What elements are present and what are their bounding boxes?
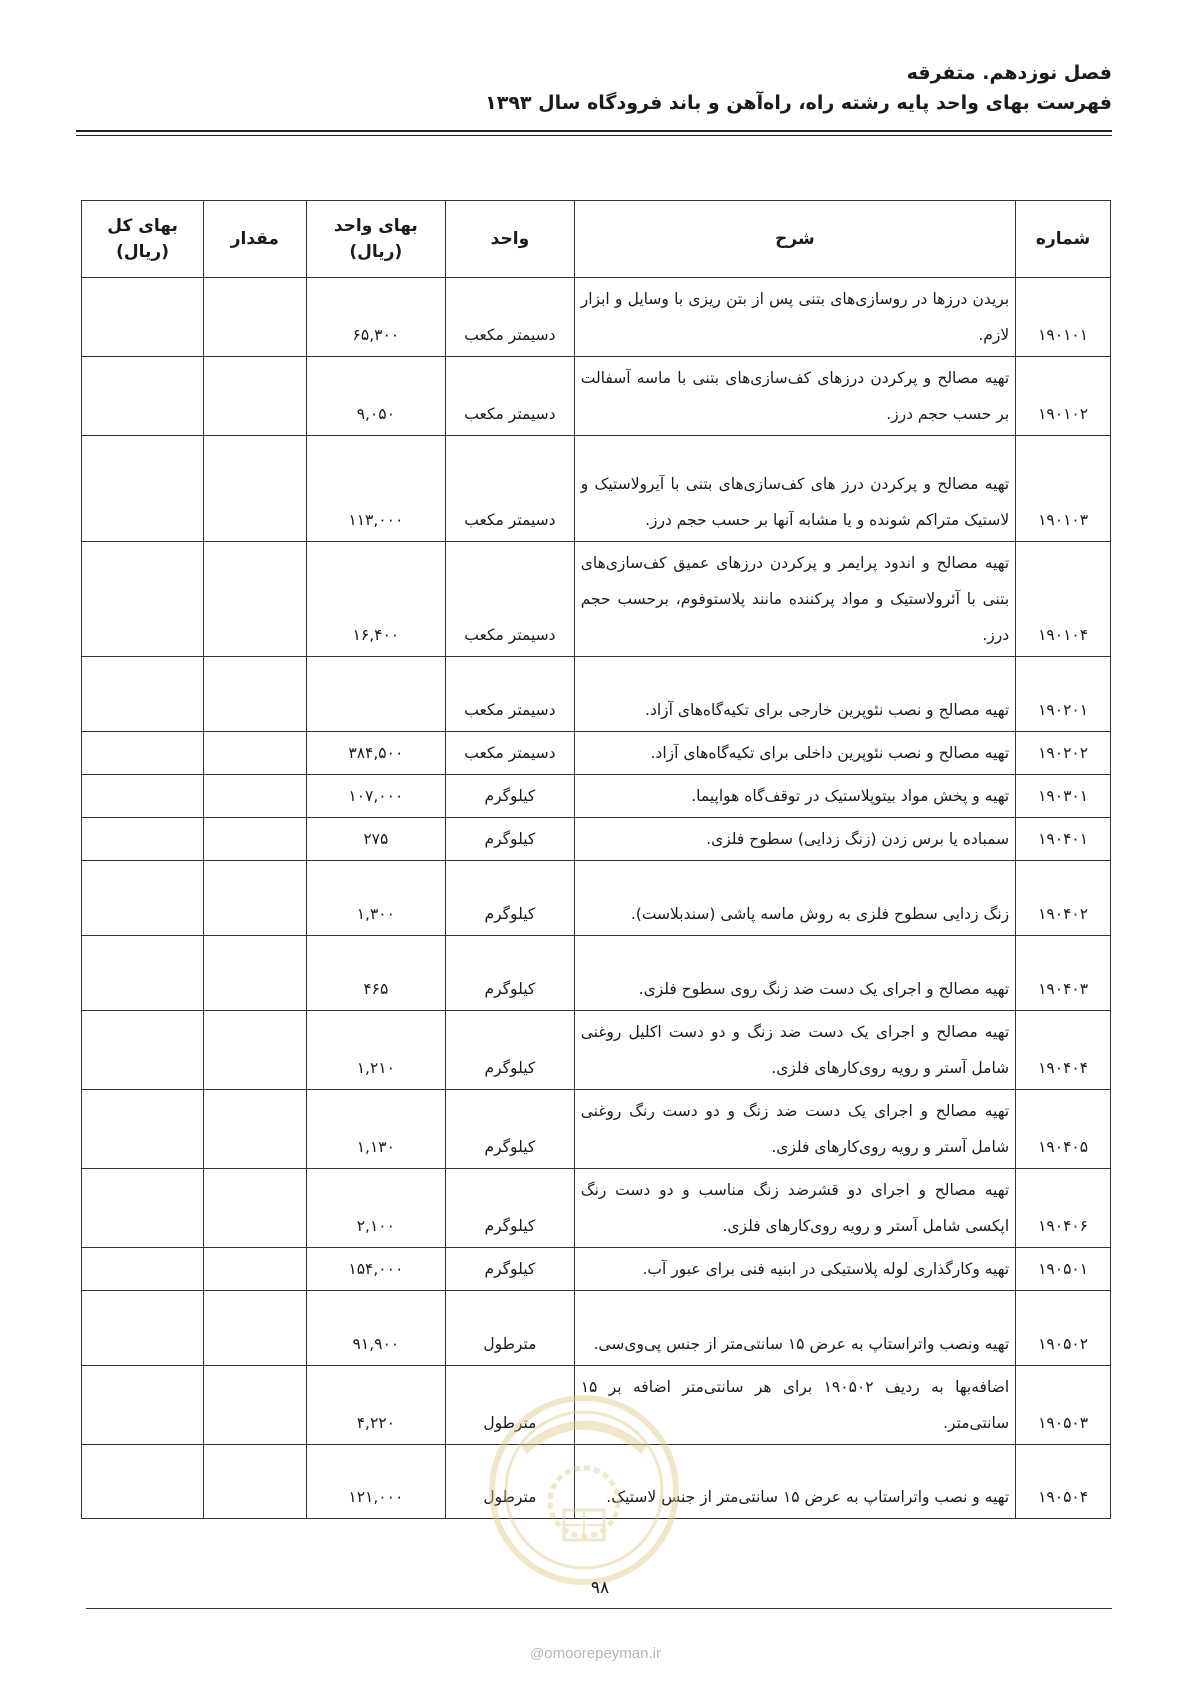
row-unit-price: ۱۵۴,۰۰۰ [306, 1248, 446, 1291]
unit-price-currency: (ریال) [349, 242, 403, 262]
row-description: تهیه مصالح و پرکردن درز های کف‌سازی‌های بتنی با آیرولاستیک و لاستیک متراکم شونده و یا مشابه آنها بر حسب حجم درز. [574, 436, 1015, 542]
row-total-price [82, 357, 204, 436]
row-code: ۱۹۰۴۰۱ [1016, 818, 1111, 861]
table-row [82, 936, 1111, 1011]
row-total-price [82, 657, 204, 732]
row-code: ۱۹۰۴۰۳ [1016, 936, 1111, 1011]
row-code: ۱۹۰۵۰۱ [1016, 1248, 1111, 1291]
row-unit: دسیمتر مکعب [446, 357, 575, 436]
column-header-description: شرح [574, 201, 1015, 278]
row-total-price [82, 818, 204, 861]
row-description: بریدن درزها در روسازی‌های بتنی پس از بتن ریزی با وسایل و ابزار لازم. [574, 278, 1015, 357]
row-description: تهیه و نصب واتراستاپ به عرض ۱۵ سانتی‌متر از جنس لاستیک. [574, 1445, 1015, 1519]
row-description: تهیه مصالح و اجرای دو قشرضد زنگ مناسب و دو دست رنگ اپکسی شامل آستر و رویه روی‌کارهای فلزی. [574, 1169, 1015, 1248]
row-unit-price [306, 657, 446, 732]
row-unit-price: ۹,۰۵۰ [306, 357, 446, 436]
row-unit-price: ۱,۳۰۰ [306, 861, 446, 936]
column-header-unit-price [306, 201, 446, 278]
row-quantity [204, 1248, 306, 1291]
total-price-currency: (ریال) [116, 242, 169, 262]
table-row [82, 775, 1111, 818]
row-unit: کیلوگرم [446, 936, 575, 1011]
row-quantity [204, 775, 306, 818]
row-unit-price: ۱,۱۳۰ [306, 1090, 446, 1169]
row-quantity [204, 657, 306, 732]
row-code: ۱۹۰۳۰۱ [1016, 775, 1111, 818]
page-header [76, 58, 1112, 118]
row-quantity [204, 1011, 306, 1090]
row-total-price [82, 542, 204, 657]
row-unit-price: ۱۰۷,۰۰۰ [306, 775, 446, 818]
row-unit-price: ۱,۲۱۰ [306, 1011, 446, 1090]
column-header-total-price [82, 201, 204, 278]
row-code: ۱۹۰۴۰۴ [1016, 1011, 1111, 1090]
table-row [82, 1169, 1111, 1248]
row-unit: دسیمتر مکعب [446, 278, 575, 357]
row-unit: مترطول [446, 1366, 575, 1445]
row-unit-price: ۳۸۴,۵۰۰ [306, 732, 446, 775]
header-rule-thin [76, 135, 1112, 136]
row-unit: کیلوگرم [446, 861, 575, 936]
row-quantity [204, 357, 306, 436]
row-unit: کیلوگرم [446, 1011, 575, 1090]
row-description: تهیه ونصب واتراستاپ به عرض ۱۵ سانتی‌متر از جنس پی‌وی‌سی. [574, 1291, 1015, 1366]
at-icon: @ [530, 1645, 545, 1661]
row-unit-price: ۱۱۳,۰۰۰ [306, 436, 446, 542]
table-row [82, 1248, 1111, 1291]
table-row [82, 1090, 1111, 1169]
table-header-row [82, 201, 1111, 278]
row-description: تهیه مصالح و اجرای یک دست ضد زنگ و دو دست رنگ روغنی شامل آستر و رویه روی‌کارهای فلزی. [574, 1090, 1015, 1169]
row-description: تهیه مصالح و نصب نئوپرین خارجی برای تکیه‌گاه‌های آزاد. [574, 657, 1015, 732]
row-description: اضافه‌بها به ردیف ۱۹۰۵۰۲ برای هر سانتی‌متر اضافه بر ۱۵ سانتی‌متر. [574, 1366, 1015, 1445]
row-quantity [204, 818, 306, 861]
table-row [82, 436, 1111, 542]
row-total-price [82, 436, 204, 542]
row-quantity [204, 861, 306, 936]
watermark [0, 1645, 1191, 1662]
row-unit: دسیمتر مکعب [446, 436, 575, 542]
seal-stamp [484, 1390, 684, 1590]
row-unit: کیلوگرم [446, 1090, 575, 1169]
row-total-price [82, 1291, 204, 1366]
row-quantity [204, 1090, 306, 1169]
row-description: سمباده یا برس زدن (زنگ زدایی) سطوح فلزی. [574, 818, 1015, 861]
row-description: تهیه وکارگذاری لوله پلاستیکی در ابنیه فنی برای عبور آب. [574, 1248, 1015, 1291]
document-title: فهرست بهای واحد پایه رشته راه، راه‌آهن و باند فرودگاه سال ۱۳۹۳ [485, 92, 1112, 114]
row-unit-price: ۹۱,۹۰۰ [306, 1291, 446, 1366]
table-row [82, 657, 1111, 732]
table-row [82, 861, 1111, 936]
row-code: ۱۹۰۵۰۳ [1016, 1366, 1111, 1445]
unit-price-label: بهای واحد [333, 216, 418, 236]
row-code: ۱۹۰۵۰۴ [1016, 1445, 1111, 1519]
row-unit: کیلوگرم [446, 1248, 575, 1291]
row-total-price [82, 1366, 204, 1445]
table-row [82, 1291, 1111, 1366]
column-header-unit: واحد [446, 201, 575, 278]
row-total-price [82, 732, 204, 775]
row-total-price [82, 936, 204, 1011]
watermark-text: omoorepeyman.ir [544, 1645, 661, 1662]
row-code: ۱۹۰۱۰۲ [1016, 357, 1111, 436]
row-quantity [204, 436, 306, 542]
row-description: تهیه مصالح و اجرای یک دست ضد زنگ روی سطوح فلزی. [574, 936, 1015, 1011]
row-quantity [204, 1445, 306, 1519]
table-row [82, 732, 1111, 775]
row-quantity [204, 732, 306, 775]
row-quantity [204, 936, 306, 1011]
table-row [82, 357, 1111, 436]
row-code: ۱۹۰۲۰۲ [1016, 732, 1111, 775]
row-code: ۱۹۰۲۰۱ [1016, 657, 1111, 732]
total-price-label: بهای کل [107, 216, 178, 236]
row-code: ۱۹۰۴۰۶ [1016, 1169, 1111, 1248]
row-unit: مترطول [446, 1445, 575, 1519]
column-header-quantity: مقدار [204, 201, 306, 278]
row-description: تهیه مصالح و نصب نئوپرین داخلی برای تکیه‌گاه‌های آزاد. [574, 732, 1015, 775]
row-code: ۱۹۰۵۰۲ [1016, 1291, 1111, 1366]
row-total-price [82, 1011, 204, 1090]
row-total-price [82, 1248, 204, 1291]
row-code: ۱۹۰۱۰۱ [1016, 278, 1111, 357]
row-quantity [204, 542, 306, 657]
row-description: تهیه مصالح و پرکردن درزهای کف‌سازی‌های بتنی با ماسه آسفالت بر حسب حجم درز. [574, 357, 1015, 436]
row-quantity [204, 1366, 306, 1445]
row-quantity [204, 278, 306, 357]
row-description: تهیه و پخش مواد بیتوپلاستیک در توقف‌گاه هواپیما. [574, 775, 1015, 818]
row-unit: دسیمتر مکعب [446, 732, 575, 775]
row-code: ۱۹۰۱۰۳ [1016, 436, 1111, 542]
row-total-price [82, 1445, 204, 1519]
row-unit: کیلوگرم [446, 818, 575, 861]
row-unit-price: ۲,۱۰۰ [306, 1169, 446, 1248]
table-row [82, 818, 1111, 861]
row-code: ۱۹۰۴۰۲ [1016, 861, 1111, 936]
row-total-price [82, 1169, 204, 1248]
row-unit-price: ۲۷۵ [306, 818, 446, 861]
price-list-table [81, 200, 1111, 1519]
table-row [82, 278, 1111, 357]
row-unit: کیلوگرم [446, 1169, 575, 1248]
row-total-price [82, 278, 204, 357]
row-unit: مترطول [446, 1291, 575, 1366]
row-quantity [204, 1291, 306, 1366]
row-unit: دسیمتر مکعب [446, 657, 575, 732]
row-unit-price: ۴,۲۲۰ [306, 1366, 446, 1445]
row-description: تهیه مصالح و اجرای یک دست ضد زنگ و دو دست اکلیل روغنی شامل آستر و رویه روی‌کارهای فلزی. [574, 1011, 1015, 1090]
row-code: ۱۹۰۱۰۴ [1016, 542, 1111, 657]
footer-rule [86, 1608, 1112, 1609]
table-row [82, 542, 1111, 657]
row-description: زنگ زدایی سطوح فلزی به روش ماسه پاشی (سندبلاست). [574, 861, 1015, 936]
row-total-price [82, 775, 204, 818]
header-rule [76, 130, 1112, 132]
row-code: ۱۹۰۴۰۵ [1016, 1090, 1111, 1169]
table-row [82, 1011, 1111, 1090]
row-unit: کیلوگرم [446, 775, 575, 818]
row-unit-price: ۶۵,۳۰۰ [306, 278, 446, 357]
row-quantity [204, 1169, 306, 1248]
chapter-title: فصل نوزدهم. متفرقه [906, 62, 1112, 84]
row-unit-price: ۱۲۱,۰۰۰ [306, 1445, 446, 1519]
column-header-code: شماره [1016, 201, 1111, 278]
row-total-price [82, 861, 204, 936]
page-number: ۹۸ [590, 1578, 610, 1598]
row-unit: دسیمتر مکعب [446, 542, 575, 657]
row-description: تهیه مصالح و اندود پرایمر و پرکردن درزهای عمیق کف‌سازی‌های بتنی با آئرولاستیک و مواد پرکننده مانند پلاستوفوم، برحسب حجم درز. [574, 542, 1015, 657]
row-unit-price: ۱۶,۴۰۰ [306, 542, 446, 657]
row-total-price [82, 1090, 204, 1169]
row-unit-price: ۴۶۵ [306, 936, 446, 1011]
